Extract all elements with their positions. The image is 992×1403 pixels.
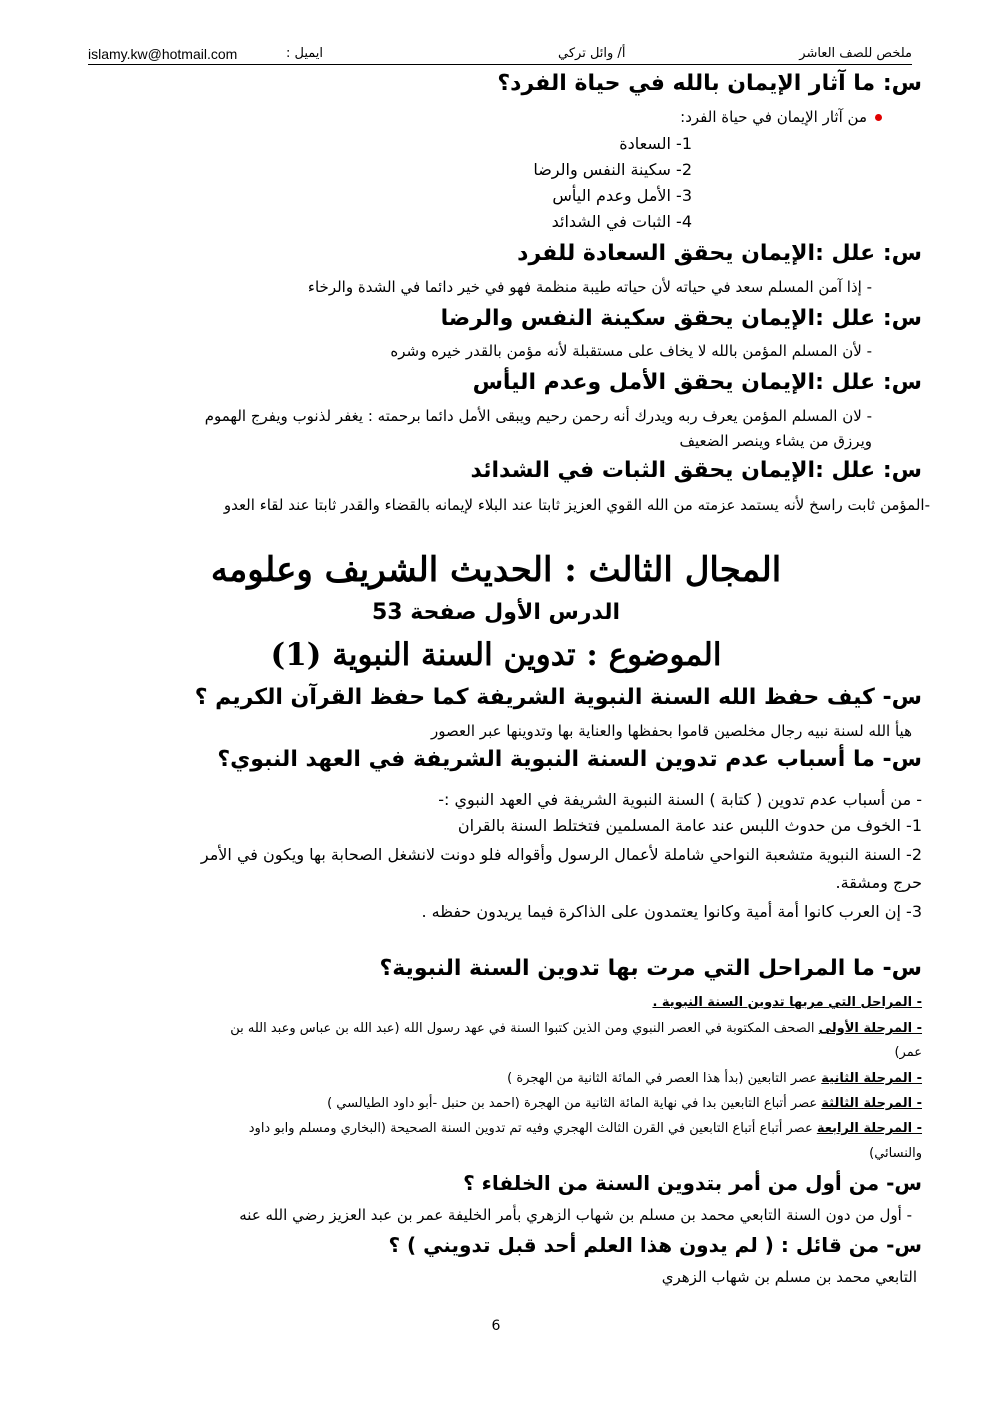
reason-item-cont: حرج ومشقة. [835, 873, 922, 892]
stage-1-text: الصحف المكتوبة في العصر النبوي ومن الذين كتبوا السنة في عهد رسول الله (عبد الله بن عباس وعبد الله بن [230, 1021, 815, 1036]
stage-4-label: - المرحلة الرابعة [816, 1121, 922, 1136]
answer-hope-line2: ويرزق من يشاء وينصر الضعيف [679, 432, 872, 450]
answer-preservation: هيأ الله لسنة نبيه رجال مخلصين قاموا بحفظها والعناية بها وتدوينها عبر العصور [431, 722, 912, 740]
stage-1-cont: عمر) [894, 1045, 922, 1060]
stage-3-text: عصر أتباع التابعين بدا في نهاية المائة الثانية من الهجرة (احمد بن حنبل -أبو داود الطيالسي ) [327, 1096, 818, 1111]
lesson-title: الدرس الأول صفحة 53 [371, 600, 621, 625]
question-steadfastness: س: علل :الإيمان يحقق الثبات في الشدائد [470, 458, 922, 483]
answer-quote: التابعي محمد بن مسلم بن شهاب الزهري [661, 1268, 917, 1286]
question-tranquility: س: علل :الإيمان يحقق سكينة النفس والرضا [440, 306, 922, 331]
stage-1-label: - المرحلة الأولى [818, 1021, 922, 1036]
stage-3 [60, 1094, 922, 1113]
question-preservation: س- كيف حفظ الله السنة النبوية الشريفة كما حفظ القرآن الكريم ؟ [194, 685, 922, 710]
list-item: 1- السعادة [619, 134, 692, 153]
page-header [88, 44, 912, 65]
question-stages: س- ما المراحل التي مرت بها تدوين السنة النبوية؟ [379, 956, 922, 981]
answer-steadfastness: -المؤمن ثابت راسخ لأنه يستمد عزمته من الله القوي العزيز ثابتا عند البلاء لإيمانه بالقضاء والقدر ثابتا عند لقاء العدو [223, 496, 930, 514]
header-title: ملخص للصف العاشر [799, 46, 912, 61]
stage-2 [60, 1069, 922, 1088]
header-email-label: ايميل : [286, 46, 324, 61]
list-item: 4- الثبات في الشدائد [551, 212, 692, 231]
list-item: 2- سكينة النفس والرضا [533, 160, 692, 179]
answer-tranquility: - لأن المسلم المؤمن بالله لا يخاف على مستقبلة لأنه مؤمن بالقدر خيره وشره [390, 342, 872, 360]
stage-3-label: - المرحلة الثالثة [821, 1096, 922, 1111]
stage-2-label: - المرحلة الثانية [821, 1071, 922, 1086]
answer-reasons-intro: - من أسباب عدم تدوين ( كتابة ) السنة النبوية الشريفة في العهد النبوي :- [438, 790, 922, 809]
stage-2-text: عصر التابعين (بدأ هذا العصر في المائة الثانية من الهجرة ) [507, 1071, 818, 1086]
question-hope: س: علل :الإيمان يحقق الأمل وعدم اليأس [472, 370, 922, 395]
reason-item: 1- الخوف من حدوث اللبس عند عامة المسلمين فتختلط السنة بالقران [457, 816, 922, 835]
answer-happiness: - إذا آمن المسلم سعد في حياته لأن حياته طيبة منظمة فهو في خير دائما في الشدة والرخاء [307, 278, 872, 296]
stages-intro: - المراحل التي مربها تدوين السنة النبوية . [652, 995, 922, 1010]
stage-4 [62, 1119, 922, 1138]
page-number: 6 [491, 1318, 501, 1334]
reason-item: 3- إن العرب كانوا أمة أمية وكانوا يعتمدون على الذاكرة فيما يريدون حفظه . [421, 902, 922, 921]
answer-first-caliph: - أول من دون السنة التابعي محمد بن مسلم بن شهاب الزهري بأمر الخليفة عمر بن عبد العزيز رضي الله عنه [239, 1206, 912, 1224]
question-happiness: س: علل :الإيمان يحقق السعادة للفرد [517, 241, 922, 266]
header-author: أ/ وائل تركي [558, 46, 626, 61]
question-reasons: س- ما أسباب عدم تدوين السنة النبوية الشريفة في العهد النبوي؟ [217, 747, 922, 772]
bullet-dot [875, 114, 882, 121]
answer-hope-line1: - لان المسلم المؤمن يعرف ربه ويدرك أنه رحمن رحيم ويبقى الأمل دائما برحمته : يغفر لذنوب ويفرج الهموم [204, 407, 872, 425]
stage-1 [62, 1019, 922, 1038]
unit-title: المجال الثالث : الحديث الشريف وعلومه [210, 550, 782, 590]
stage-4-cont: والنسائي) [869, 1146, 922, 1161]
question-first-caliph: س- من أول من أمر بتدوين السنة من الخلفاء ؟ [463, 1171, 922, 1195]
question-quote: س- من قائل : ( لم يدون هذا العلم أحد قبل تدويني ) ؟ [388, 1233, 922, 1257]
header-email[interactable]: islamy.kw@hotmail.com [88, 46, 238, 62]
topic-title: الموضوع : تدوين السنة النبوية (1) [270, 637, 722, 673]
list-item: 3- الأمل وعدم اليأس [552, 186, 692, 205]
question-effects-of-faith: س: ما آثار الإيمان بالله في حياة الفرد؟ [497, 71, 922, 96]
stage-4-text: عصر أتباع أتباع التابعين في القرن الثالث الهجري وفيه تم تدوين السنة الصحيحة (البخاري ومسلم وابو داود [248, 1121, 813, 1136]
reason-item: 2- السنة النبوية متشعبة النواحي شاملة لأعمال الرسول وأقواله فلو دونت لانشغل الصحابة بها ويكون في الأمر [200, 845, 922, 864]
answer-intro: من آثار الإيمان في حياة الفرد: [680, 108, 867, 126]
